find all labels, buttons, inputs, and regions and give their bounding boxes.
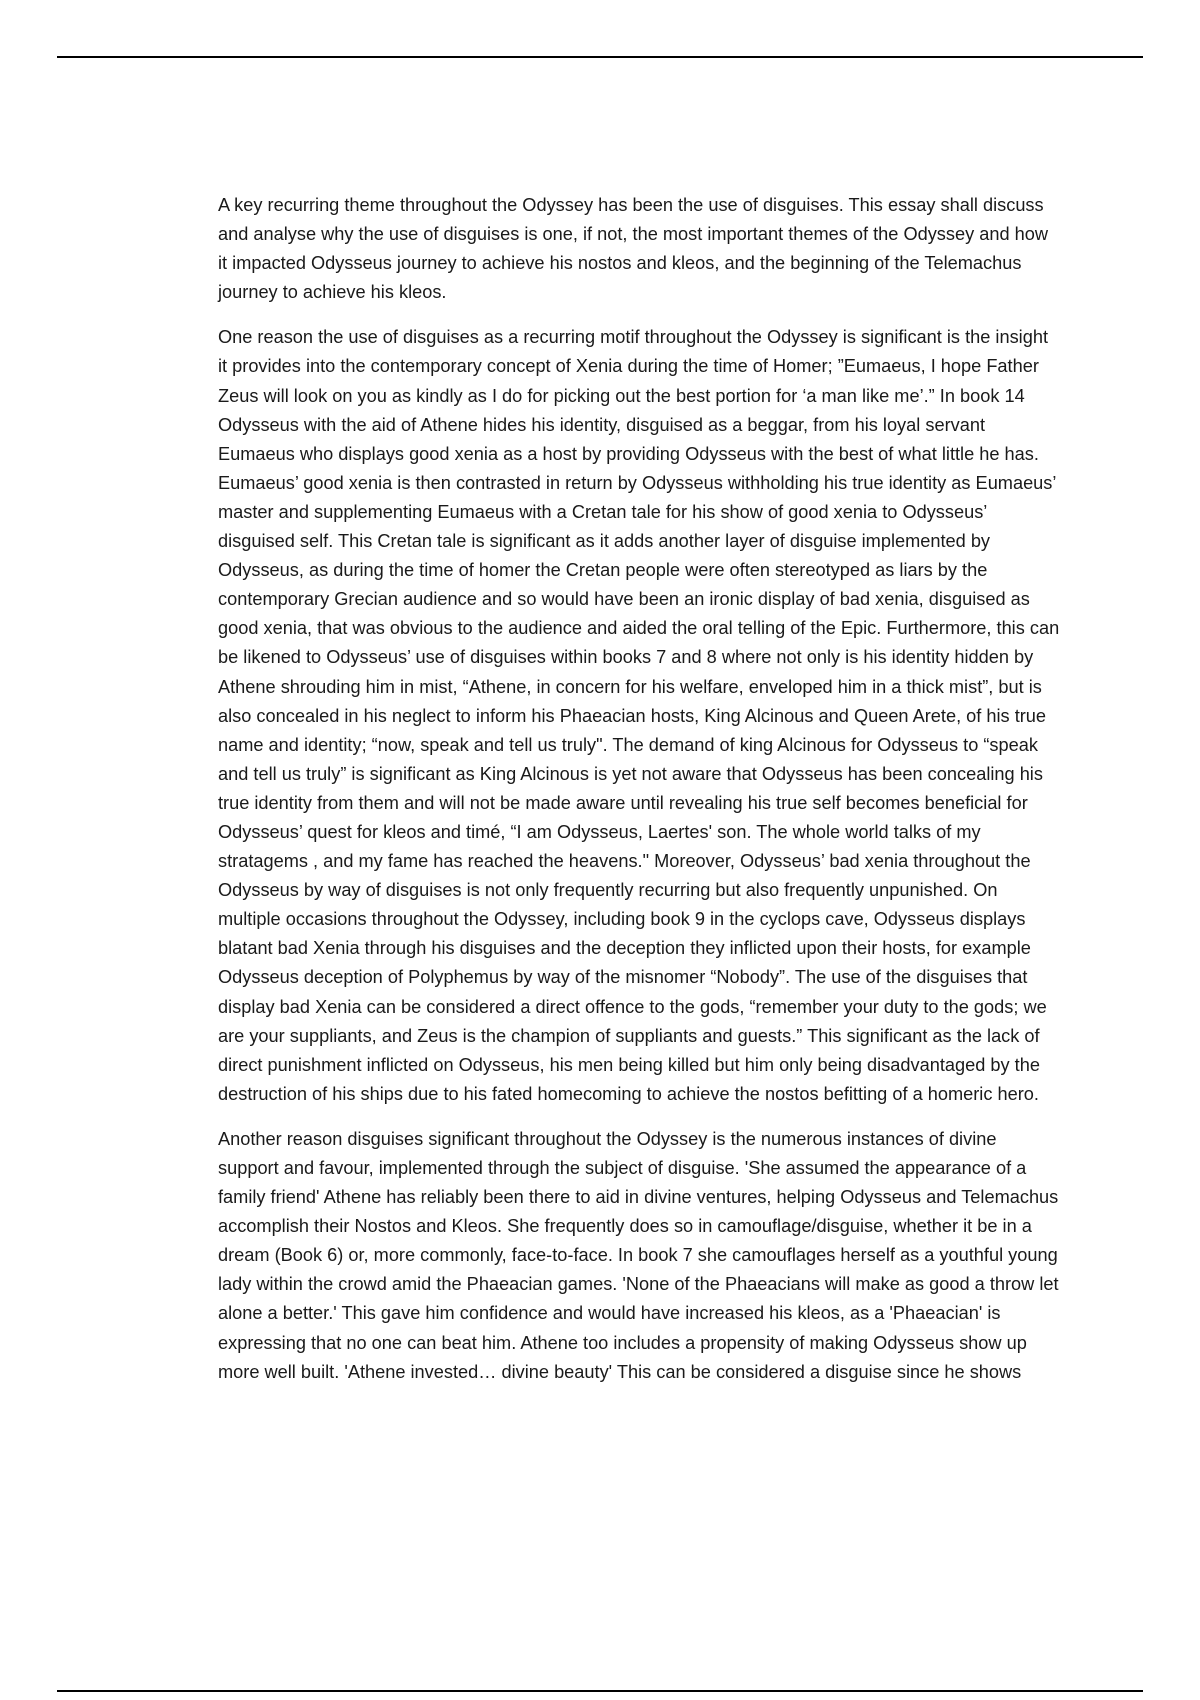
essay-body bbox=[218, 191, 1060, 1403]
header-rule bbox=[57, 56, 1143, 58]
paragraph-xenia: One reason the use of disguises as a recurring motif throughout the Odyssey is significant is the insight it provides into the contemporary concept of Xenia during the time of Homer; ”Eumaeus, I hope Father Zeus will look on you as kindly as I do for picking out the best portion for ‘a man like me’.” In book 14 Odysseus with the aid of Athene hides his identity, disguised as a beggar, from his loyal servant Eumaeus who displays good xenia as a host by providing Odysseus with the best of what little he has. Eumaeus’ good xenia is then contrasted in return by Odysseus withholding his true identity as Eumaeus’ master and supplementing Eumaeus with a Cretan tale for his show of good xenia to Odysseus’ disguised self. This Cretan tale is significant as it adds another layer of disguise implemented by Odysseus, as during the time of homer the Cretan people were often stereotyped as liars by the contemporary Grecian audience and so would have been an ironic display of bad xenia, disguised as good xenia, that was obvious to the audience and aided the oral telling of the Epic. Furthermore, this can be likened to Odysseus’ use of disguises within books 7 and 8 where not only is his identity hidden by Athene shrouding him in mist, “Athene, in concern for his welfare, enveloped him in a thick mist”, but is also concealed in his neglect to inform his Phaeacian hosts, King Alcinous and Queen Arete, of his true name and identity; “now, speak and tell us truly". The demand of king Alcinous for Odysseus to “speak and tell us truly” is significant as King Alcinous is yet not aware that Odysseus has been concealing his true identity from them and will not be made aware until revealing his true self becomes beneficial for Odysseus’ quest for kleos and timé, “I am Odysseus, Laertes' son. The whole world talks of my stratagems , and my fame has reached the heavens." Moreover, Odysseus’ bad xenia throughout the Odysseus by way of disguises is not only frequently recurring but also frequently unpunished. On multiple occasions throughout the Odyssey, including book 9 in the cyclops cave, Odysseus displays blatant bad Xenia through his disguises and the deception they inflicted upon their hosts, for example Odysseus deception of Polyphemus by way of the misnomer “Nobody”. The use of the disguises that display bad Xenia can be considered a direct offence to the gods, “remember your duty to the gods; we are your suppliants, and Zeus is the champion of suppliants and guests.” This significant as the lack of direct punishment inflicted on Odysseus, his men being killed but him only being disadvantaged by the destruction of his ships due to his fated homecoming to achieve the nostos befitting of a homeric hero. bbox=[218, 327, 1060, 1104]
paragraph-divine-support: Another reason disguises significant throughout the Odyssey is the numerous instances of divine support and favour, implemented through the subject of disguise. 'She assumed the appearance of a family friend' Athene has reliably been there to aid in divine ventures, helping Odysseus and Telemachus accomplish their Nostos and Kleos. She frequently does so in camouflage/disguise, whether it be in a dream (Book 6) or, more commonly, face-to-face. In book 7 she camouflages herself as a youthful young lady within the crowd amid the Phaeacian games. 'None of the Phaeacians will make as good a throw let alone a better.' This gave him confidence and would have increased his kleos, as a 'Phaeacian' is expressing that no one can beat him. Athene too includes a propensity of making Odysseus show up more well built. 'Athene invested… divine beauty' This can be considered a disguise since he shows bbox=[218, 1128, 1059, 1382]
footer-rule bbox=[57, 1690, 1143, 1692]
paragraph-intro: A key recurring theme throughout the Odyssey has been the use of disguises. This essay shall discuss and analyse why the use of disguises is one, if not, the most important themes of the Odyssey and how it impacted Odysseus journey to achieve his nostos and kleos, and the beginning of the Telemachus journey to achieve his kleos. bbox=[218, 195, 1049, 303]
